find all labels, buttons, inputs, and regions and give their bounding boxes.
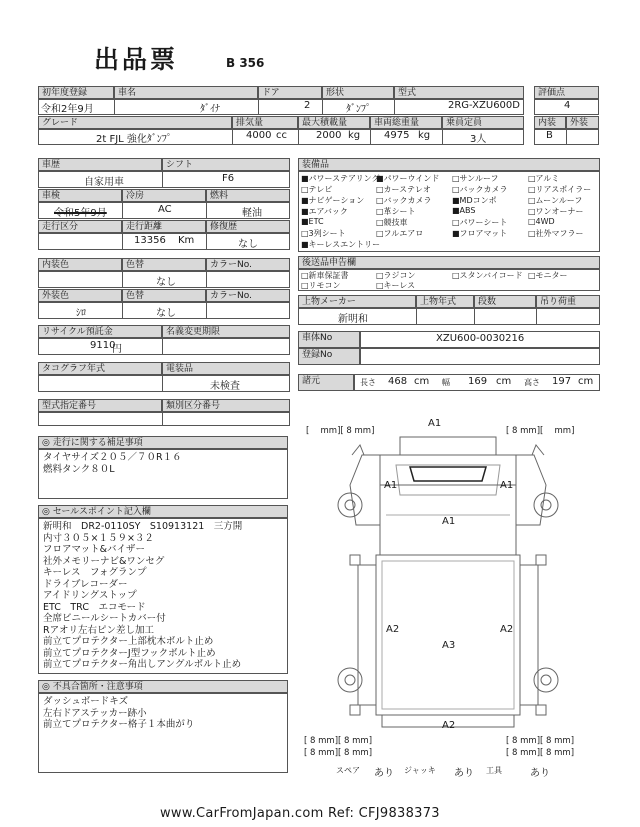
notes2-line: 前立てプロテクター上部枕木ボルト止め [43,636,214,647]
shape-value: ﾀﾞﾝﾌﾟ [346,104,371,115]
tire-front-right: [ 8 mm][ mm] [506,426,575,436]
notes2-line: 社外メモリーナビ&ワンセグ [43,555,165,567]
notes3-line: ダッシュボードキズ [43,696,129,707]
aftermarket-item: □ラジコン [376,271,416,280]
chassis-header: 車体No [298,331,360,348]
tire-rear-right-inner: [ 8 mm][ 8 mm] [506,748,575,758]
notes1-line: タイヤサイズ２０５／７０R１６ [43,452,182,463]
width-unit: cm [496,376,512,387]
displacement-header: 排気量 [232,116,298,129]
equipment-item: ■パワーステアリング [301,174,380,183]
door-value: 2 [304,100,311,111]
tools-value: あり [530,768,550,779]
equipment-item: □フルエアロ [376,229,424,238]
notes2-body [38,518,288,674]
tacho-header: タコグラフ年式 [38,362,162,375]
spare-value: あり [374,768,394,779]
aircon-header: 冷房 [122,189,206,202]
notes1-line: 燃料タンク８０L [43,463,115,475]
recycle-value: 9110 [90,340,116,351]
shape-header: 形状 [322,86,394,99]
equipment-item: □競技車 [376,218,408,227]
grade-point-header: 評価点 [534,86,599,99]
interior-value: B [546,130,553,141]
history-value: 自家用車 [84,177,124,188]
aircon-value: AC [158,204,172,215]
tire-front-left: [ mm][ 8 mm] [306,426,375,436]
recycle-unit: 円 [112,344,122,355]
mileage-unit: Km [178,235,195,246]
notes2-header: ◎ セールスポイント記入欄 [38,505,288,518]
int-color-change-header: 色替 [122,258,206,271]
equipment-header: 装備品 [298,158,600,171]
body-model-header: 上物年式 [416,295,474,308]
notes2-line: 全席ビニールシートカバー付 [43,613,166,624]
ext-color-header: 外装色 [38,289,122,302]
equipment-item: ■ABS [452,206,476,215]
jack-value: あり [454,768,474,779]
maker-header: 上物メーカー [298,295,416,308]
notes2-line: アイドリングストップ [43,590,137,601]
aftermarket-item: □キーレス [376,281,416,290]
first-reg-header: 初年度登録 [38,86,114,99]
width-header: 幅 [442,378,450,387]
shift-header: シフト [162,158,290,171]
equipment-item: ■MDコンポ [452,196,497,205]
equipment-item: ■フロアマット [452,229,508,238]
car-name-header: 車名 [114,86,258,99]
notes2-line: フロアマット&バイザー [43,544,146,555]
equipment-item: □ワンオーナー [528,207,584,216]
tools-label: 工具 [486,766,502,775]
ext-color-value: ｼﾛ [76,308,86,319]
notes2-line: 内寸３０５×１５９×３２ [43,532,154,544]
mileage-header: 走行距離 [122,220,206,233]
width-value: 169 [468,376,488,387]
notes2-line: ドライブレコーダー [43,578,128,590]
equipment-item: □バックカメラ [452,185,508,194]
aftermarket-item: □リモコン [301,281,341,290]
exterior-header: 外装 [566,116,599,129]
hoist-header: 吊り荷重 [536,295,600,308]
int-color-code-header: カラーNo. [206,258,290,271]
int-color-header: 内装色 [38,258,122,271]
maker-value: 新明和 [338,314,368,325]
length-value: 468 [388,376,408,387]
notes2-line: 前立てプロテクター角出しアングルボルト止め [43,659,242,670]
first-reg-value: 令和2年9月 [41,104,94,115]
equipment-item: □革シート [376,207,416,216]
shift-value: F6 [222,173,235,184]
class-no-header: 類別区分番号 [162,399,290,412]
equipment-item: ■パワーウインド [376,174,440,183]
equipment-item: ■キーレスエントリー [301,240,381,249]
damage-label-top: A1 [428,418,442,429]
aftermarket-item: □モニター [528,271,568,280]
notes2-line: 新明和 DR2-0110SY S10913121 三方開 [43,521,243,532]
aftermarket-header: 後送品申告欄 [298,256,600,269]
fuel-value: 軽油 [242,208,262,219]
recycle-header: リサイクル預託金 [38,325,162,338]
interior-header: 内装 [534,116,566,129]
damage-label-bed-right: A2 [500,624,514,635]
tire-rear-right-outer: [ 8 mm][ 8 mm] [506,736,575,746]
model-value: 2RG-XZU600D [448,100,520,111]
notes2-line: ETC TRC エコモード [43,601,146,613]
equipment-item: ■ナビゲーション [301,196,365,205]
equipment-item: □アルミ [528,174,560,183]
length-header: 長さ [360,378,376,387]
damage-label-cab: A1 [442,516,456,527]
notes3-header: ◎ 不具合箇所・注意事項 [38,680,288,693]
damage-label-bed-left: A2 [386,624,400,635]
height-value: 197 [552,376,572,387]
repair-value: なし [238,239,258,250]
tire-rear-left-inner: [ 8 mm][ 8 mm] [304,748,373,758]
inspection-header: 車検 [38,189,122,202]
equipment-item: □社外マフラー [528,229,584,238]
aftermarket-item: □スタンバイコード [452,271,523,280]
gvw-unit: kg [418,130,431,141]
equipment-item: □テレビ [301,185,333,194]
ext-color-code-header: カラーNo. [206,289,290,302]
displacement-unit: cc [276,130,287,141]
grade-header: グレード [38,116,232,129]
damage-label-front-right: A1 [500,480,514,491]
ext-color-change-value: なし [156,308,176,319]
name-change-header: 名義変更期限 [162,325,290,338]
max-load-header: 最大積載量 [298,116,370,129]
notes3-line: 左右ドアステッカー跡小 [43,707,147,719]
max-load-unit: kg [348,130,361,141]
chassis-value: XZU600-0030216 [436,333,525,344]
equipment-item: □カーステレオ [376,185,431,194]
displacement-value: 4000 [246,130,272,141]
int-color-change-value: なし [156,277,176,288]
length-unit: cm [414,376,430,387]
damage-label-front-left: A1 [384,480,398,491]
fare-meter-value: 未検査 [210,381,240,392]
gvw-header: 車両総重量 [370,116,442,129]
equipment-item: □4WD [528,217,555,226]
height-header: 高さ [524,378,540,387]
grade-point-value: 4 [564,100,571,111]
notes3-line: 前立てプロテクター格子１本曲がり [43,719,195,730]
equipment-item: □サンルーフ [452,174,499,183]
equipment-item: □ムーンルーフ [528,196,583,205]
notes2-line: Rアオリ左右ピン差し加工 [43,624,155,636]
tire-rear-left-outer: [ 8 mm][ 8 mm] [304,736,373,746]
damage-label-bed: A3 [442,640,456,651]
equipment-item: □3列シート [301,229,346,238]
mileage-type-header: 走行区分 [38,220,122,233]
max-load-value: 2000 [316,130,342,141]
jack-label: ジャッキ [404,766,436,775]
page-title: 出品票 [94,45,179,74]
gvw-value: 4975 [384,130,410,141]
registration-header: 登録No [298,348,360,365]
truck-diagram [300,415,600,745]
spare-label: スペア [336,766,360,775]
capacity-header: 乗員定員 [442,116,524,129]
steps-header: 段数 [474,295,536,308]
history-header: 車歴 [38,158,162,171]
mileage-value: 13356 [134,235,166,246]
equipment-item: □リアスポイラー [528,185,592,194]
type-no-header: 型式指定番号 [38,399,162,412]
door-header: ドア [258,86,322,99]
notes2-line: 前立てプロテクターJ型フックボルト止め [43,647,216,659]
height-unit: cm [578,376,594,387]
notes1-header: ◎ 走行に関する補足事項 [38,436,288,449]
notes2-line: キーレス フォグランプ [43,567,147,578]
equipment-item: □パワーシート [452,218,508,227]
model-header: 型式 [394,86,524,99]
fuel-header: 燃料 [206,189,290,202]
lot-number: B 356 [226,56,265,70]
notes3-body [38,693,288,773]
repair-header: 修復歴 [206,220,290,233]
inspection-value: 令和5年9月 [54,208,107,219]
notes1-body [38,449,288,499]
grade-value: 2t FJL 強化ﾀﾞﾝﾌﾟ [96,134,172,145]
equipment-item: □バックカメラ [376,196,432,205]
ext-color-change-header: 色替 [122,289,206,302]
capacity-value: 3人 [470,134,487,145]
car-name-value: ﾀﾞｲﾅ [200,104,220,115]
damage-label-bottom: A2 [442,720,456,731]
fare-meter-header: 電装品 [162,362,290,375]
equipment-item: ■ETC [301,217,324,226]
dims-header: 諸元 [298,374,354,391]
footer-ref: www.CarFromJapan.com Ref: CFJ9838373 [160,806,440,821]
aftermarket-item: □新車保証書 [301,271,349,280]
equipment-item: ■エアバック [301,207,348,216]
